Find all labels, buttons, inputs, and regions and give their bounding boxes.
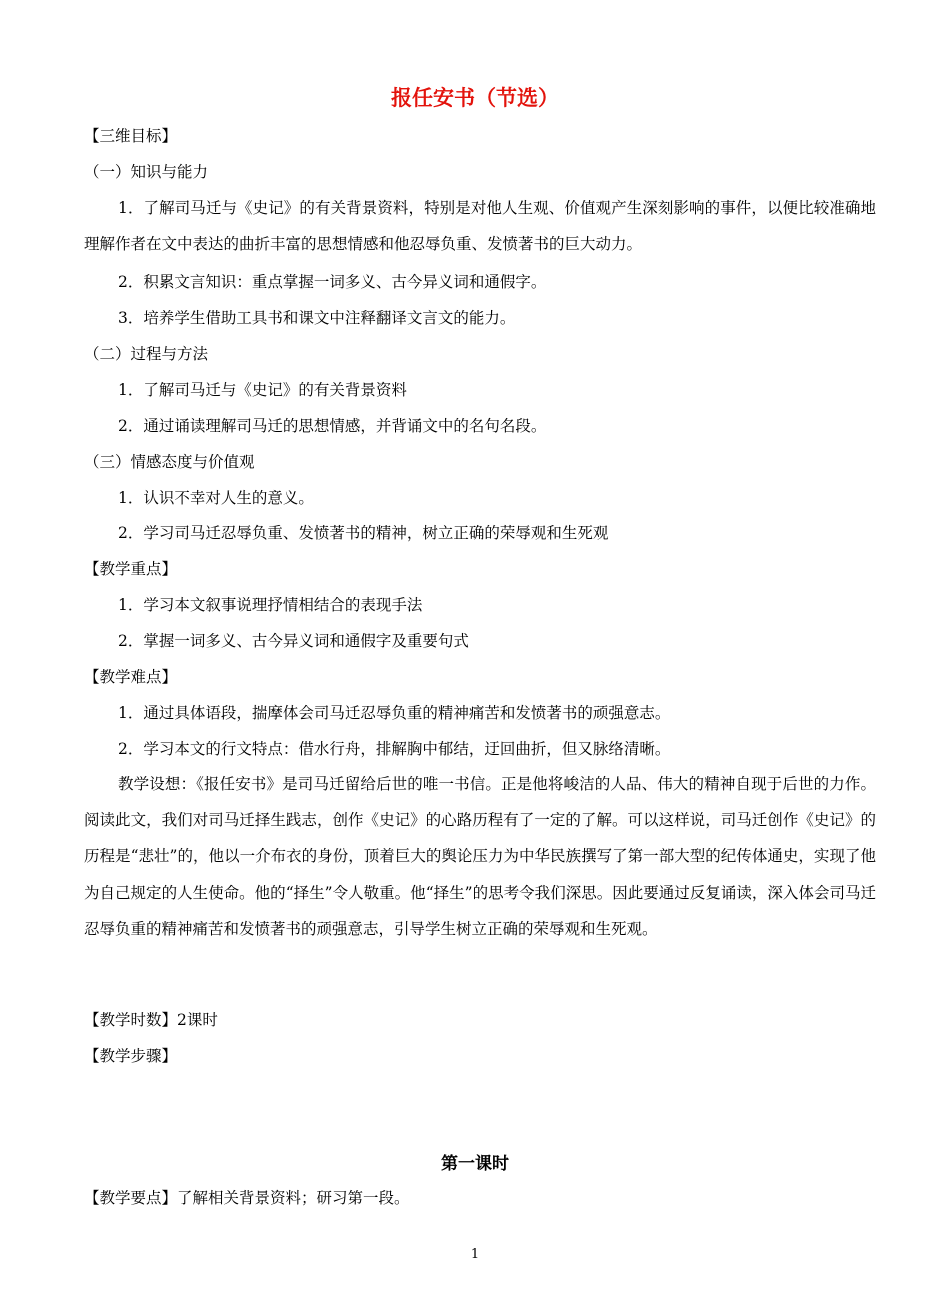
emotion-item-2: 2．学习司马迁忍辱负重、发愤著书的精神，树立正确的荣辱观和生死观 xyxy=(118,524,609,542)
teaching-hours: 【教学时数】2课时 xyxy=(84,1011,218,1029)
difficulties-heading: 【教学难点】 xyxy=(84,668,178,686)
difficulty-2: 2．学习本文的行文特点：借水行舟，排解胸中郁结，迂回曲折，但又脉络清晰。 xyxy=(118,740,671,758)
emotion-heading: （三）情感态度与价值观 xyxy=(84,453,255,471)
knowledge-heading: （一）知识与能力 xyxy=(84,163,209,181)
page-number: 1 xyxy=(470,1247,480,1262)
knowledge-item-1: 1．了解司马迁与《史记》的有关背景资料，特别是对他人生观、价值观产生深刻影响的事件，以便比较准确地理解作者在文中表达的曲折丰富的思想情感和他忍辱负重、发愤著书的巨大动力。 xyxy=(84,199,876,254)
teaching-design-paragraph: 教学设想：《报任安书》是司马迁留给后世的唯一书信。正是他将峻洁的人品、伟大的精神自现于后世的力作。阅读此文，我们对司马迁择生践志，创作《史记》的心路历程有了一定的了解。可以这样说，司马迁创作《史记》的历程是“悲壮”的，他以一介布衣的身份，顶着巨大的舆论压力为中华民族撰写了第一部大型的纪传体通史，实现了他为自己规定的人生使命。他的“择生”令人敬重。他“择生”的思考令我们深思。因此要通过反复诵读，深入体会司马迁忍辱负重的精神痛苦和发愤著书的顽强意志，引导学生树立正确的荣辱观和生死观。 xyxy=(84,775,876,938)
process-item-1: 1．了解司马迁与《史记》的有关背景资料 xyxy=(118,381,407,399)
process-item-2: 2．通过诵读理解司马迁的思想情感，并背诵文中的名句名段。 xyxy=(118,417,547,435)
key-points-heading: 【教学重点】 xyxy=(84,560,178,578)
knowledge-item-2: 2．积累文言知识：重点掌握一词多义、古今异义词和通假字。 xyxy=(118,273,547,291)
lesson-one-points: 【教学要点】了解相关背景资料；研习第一段。 xyxy=(84,1189,410,1207)
process-heading: （二）过程与方法 xyxy=(84,345,209,363)
goals-heading: 【三维目标】 xyxy=(84,127,178,145)
key-point-1: 1．学习本文叙事说理抒情相结合的表现手法 xyxy=(118,596,423,614)
difficulty-1: 1．通过具体语段，揣摩体会司马迁忍辱负重的精神痛苦和发愤著书的顽强意志。 xyxy=(118,704,671,722)
lesson-one-title: 第一课时 xyxy=(441,1154,509,1174)
document-title: 报任安书（节选） xyxy=(391,86,559,110)
teaching-steps-heading: 【教学步骤】 xyxy=(84,1047,178,1065)
key-point-2: 2．掌握一词多义、古今异义词和通假字及重要句式 xyxy=(118,632,469,650)
emotion-item-1: 1．认识不幸对人生的意义。 xyxy=(118,489,314,507)
knowledge-item-3: 3．培养学生借助工具书和课文中注释翻译文言文的能力。 xyxy=(118,309,516,327)
